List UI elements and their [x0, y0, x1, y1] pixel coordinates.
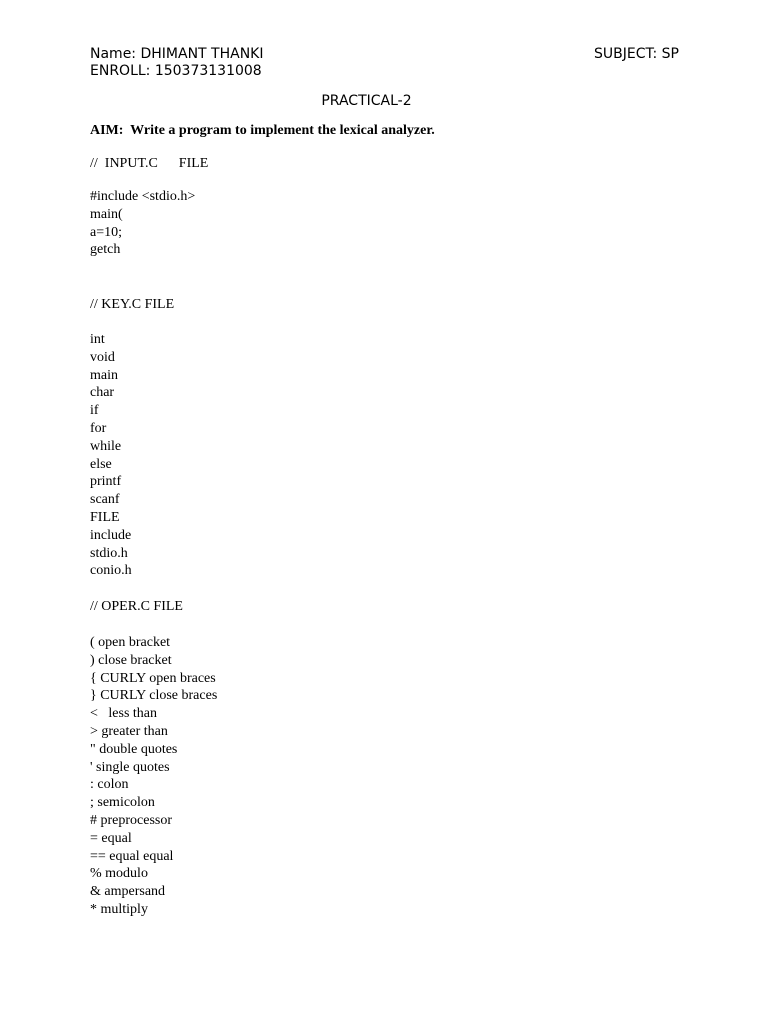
operator-line: } CURLY close braces — [90, 688, 218, 704]
operator-line: > greater than — [90, 723, 168, 739]
operator-line: ) close bracket — [90, 652, 172, 668]
keyword-line: conio.h — [90, 563, 132, 579]
aim-statement: AIM: Write a program to implement the lexical analyzer. — [90, 123, 435, 138]
operator-line: { CURLY open braces — [90, 670, 216, 686]
input-line: a=10; — [90, 224, 122, 240]
keyword-line: int — [90, 332, 105, 347]
oper-file-heading: // OPER.C FILE — [90, 599, 183, 614]
operator-line: ; semicolon — [90, 795, 155, 811]
input-file-heading: // INPUT.C FILE — [90, 156, 209, 171]
operator-line: ' single quotes — [90, 759, 170, 775]
operator-line: & ampersand — [90, 884, 166, 900]
operator-line: : colon — [90, 777, 129, 793]
enrollment-number: ENROLL: 150373131008 — [90, 63, 262, 79]
key-file-heading: // KEY.C FILE — [90, 297, 175, 312]
keyword-line: FILE — [90, 509, 120, 525]
keyword-line: scanf — [90, 492, 120, 508]
input-line: #include <stdio.h> — [90, 189, 196, 204]
keyword-line: printf — [90, 474, 122, 490]
keyword-line: char — [90, 385, 115, 401]
student-name: Name: DHIMANT THANKI — [90, 46, 264, 62]
keyword-line: void — [90, 349, 115, 365]
operator-line: % modulo — [90, 866, 148, 882]
operator-line: ( open bracket — [90, 635, 171, 650]
operator-line: < less than — [90, 706, 157, 722]
operator-line: * multiply — [90, 901, 148, 917]
keyword-line: if — [90, 403, 99, 419]
keyword-line: else — [90, 456, 112, 472]
operator-line: # preprocessor — [90, 812, 173, 828]
oper-file-lines — [90, 634, 217, 919]
input-file-lines — [90, 188, 195, 259]
operator-line: = equal — [90, 830, 132, 846]
input-line: getch — [90, 242, 121, 258]
input-line: main( — [90, 206, 123, 222]
keyword-line: stdio.h — [90, 545, 128, 561]
keyword-line: include — [90, 527, 132, 543]
operator-line: == equal equal — [90, 848, 174, 864]
keyword-line: for — [90, 420, 107, 436]
keyword-line: while — [90, 438, 122, 454]
keyword-line: main — [90, 367, 118, 383]
practical-title: PRACTICAL-2 — [321, 93, 412, 109]
subject-label: SUBJECT: SP — [594, 46, 679, 62]
key-file-lines — [90, 331, 132, 580]
operator-line: " double quotes — [90, 741, 178, 757]
